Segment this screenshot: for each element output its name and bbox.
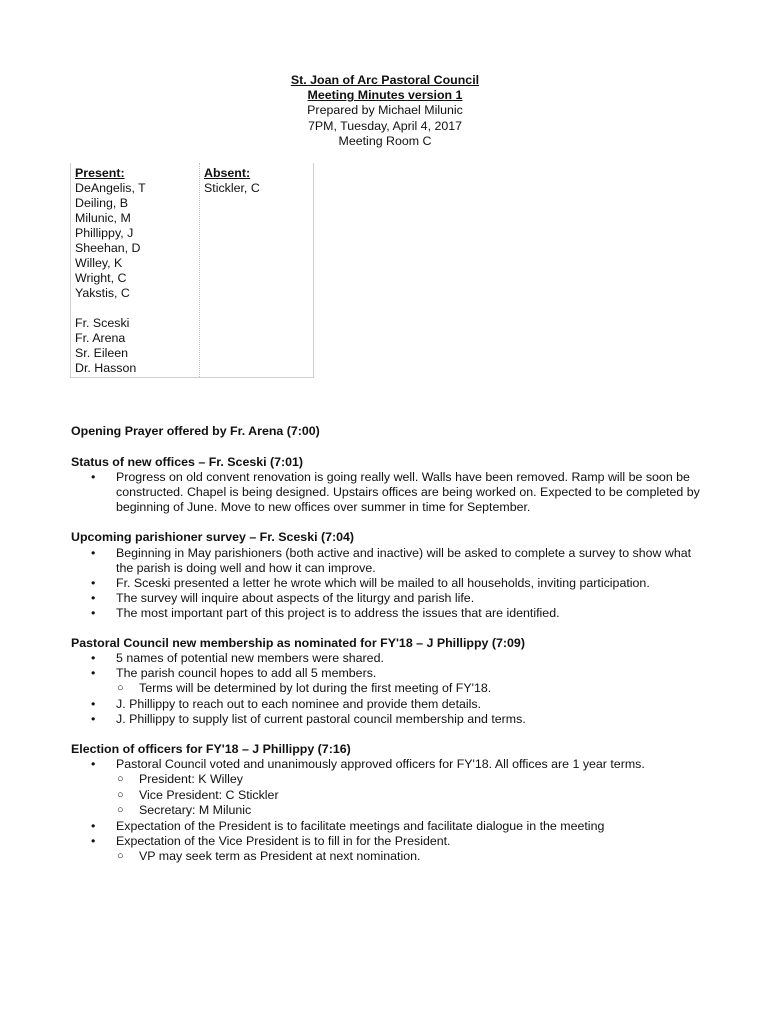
- bullet-text: The most important part of this project is to address the issues that are identified.: [116, 605, 560, 620]
- bullet-item: [71, 819, 711, 834]
- bullet-item: [71, 546, 711, 576]
- bullet-text: Pastoral Council voted and unanimously approved officers for FY'18. All offices are 1 year terms.: [116, 757, 645, 771]
- bullet-icon: •: [91, 545, 96, 560]
- bullet-item: [71, 757, 711, 772]
- bullet-list: [71, 651, 711, 727]
- bullet-list: [71, 757, 711, 864]
- bullet-item: [71, 834, 711, 849]
- sub-bullet-text: VP may seek term as President at next nomination.: [139, 848, 421, 863]
- circle-bullet-icon: ○: [117, 849, 124, 862]
- bullet-icon: •: [91, 818, 96, 833]
- sub-bullet-text: Vice President: C Stickler: [139, 787, 279, 802]
- bullet-text: Expectation of the President is to facilitate meetings and facilitate dialogue in the meeting: [116, 818, 605, 833]
- bullet-icon: •: [91, 696, 96, 711]
- sub-bullet-item: [71, 681, 711, 697]
- clergy-member: Fr. Arena: [75, 331, 126, 345]
- bullet-icon: •: [91, 470, 96, 484]
- present-member: DeAngelis, T: [75, 181, 146, 195]
- bullet-text: Expectation of the Vice President is to fill in for the President.: [116, 833, 451, 848]
- bullet-icon: •: [91, 666, 96, 680]
- bullet-text: The survey will inquire about aspects of the liturgy and parish life.: [116, 590, 475, 605]
- present-member: Milunic, M: [75, 211, 131, 225]
- section-heading: Election of officers for FY'18 – J Phillippy (7:16): [71, 741, 351, 756]
- document-header: [0, 73, 770, 149]
- absent-member: Stickler, C: [204, 181, 260, 195]
- clergy-list: [75, 316, 199, 376]
- bullet-item: [71, 697, 711, 712]
- section-heading: Upcoming parishioner survey – Fr. Sceski (7:04): [71, 530, 355, 544]
- present-member: Willey, K: [75, 256, 123, 270]
- bullet-icon: •: [91, 711, 96, 726]
- document-title: St. Joan of Arc Pastoral Council: [290, 73, 480, 87]
- sub-bullet-item: [71, 772, 711, 788]
- bullet-icon: •: [91, 651, 96, 665]
- document-subtitle: Meeting Minutes version 1: [307, 88, 463, 103]
- sub-bullet-item: [71, 788, 711, 804]
- bullet-list: [71, 470, 711, 515]
- bullet-icon: •: [91, 590, 96, 605]
- bullet-text: The parish council hopes to add all 5 members.: [116, 666, 377, 680]
- circle-bullet-icon: ○: [117, 773, 124, 785]
- bullet-item: [71, 712, 711, 727]
- bullet-item: [71, 470, 711, 515]
- absent-column: [200, 163, 314, 377]
- section-heading: Pastoral Council new membership as nominated for FY'18 – J Phillippy (7:09): [71, 635, 525, 650]
- bullet-text: J. Phillippy to reach out to each nominee and provide them details.: [116, 696, 482, 711]
- section-heading: Status of new offices – Fr. Sceski (7:01): [71, 454, 304, 469]
- bullet-text: Fr. Sceski presented a letter he wrote which will be mailed to all households, inviting participation.: [116, 575, 650, 590]
- bullet-item: [71, 606, 711, 621]
- bullet-icon: •: [91, 833, 96, 848]
- agenda-section: [71, 530, 711, 621]
- agenda-section: [71, 742, 711, 865]
- meeting-location: Meeting Room C: [338, 133, 432, 148]
- absent-heading: Absent:: [204, 166, 251, 180]
- sub-bullet-item: [71, 803, 711, 819]
- attendance-table: [70, 163, 314, 378]
- sub-bullet-text: President: K Willey: [139, 772, 243, 786]
- prepared-by: Prepared by Michael Milunic: [307, 103, 463, 118]
- circle-bullet-icon: ○: [117, 804, 124, 816]
- circle-bullet-icon: ○: [117, 682, 124, 694]
- section-heading: Opening Prayer offered by Fr. Arena (7:00): [71, 424, 320, 438]
- present-member: Phillippy, J: [75, 226, 134, 240]
- bullet-text: 5 names of potential new members were shared.: [116, 651, 384, 665]
- bullet-item: [71, 666, 711, 681]
- meeting-datetime: 7PM, Tuesday, April 4, 2017: [307, 118, 463, 133]
- clergy-member: Dr. Hasson: [75, 361, 137, 375]
- sub-bullet-text: Secretary: M Milunic: [139, 803, 252, 817]
- bullet-icon: •: [91, 757, 96, 771]
- bullet-item: [71, 591, 711, 606]
- sub-bullet-item: [71, 849, 711, 865]
- bullet-icon: •: [91, 605, 96, 620]
- present-column: [71, 163, 200, 377]
- present-member: Yakstis, C: [75, 286, 130, 300]
- agenda-section: [71, 424, 711, 440]
- bullet-item: [71, 651, 711, 666]
- present-heading: Present:: [75, 166, 125, 180]
- agenda-section: [71, 636, 711, 727]
- minutes-body: [71, 424, 711, 879]
- absent-list: [204, 181, 314, 196]
- bullet-text: Beginning in May parishioners (both active and inactive) will be asked to complete a survey to show what the parish is doing well and how it can improve.: [116, 545, 692, 575]
- bullet-icon: •: [91, 575, 96, 590]
- bullet-item: [71, 576, 711, 591]
- present-member: Deiling, B: [75, 196, 129, 210]
- bullet-list: [71, 546, 711, 621]
- agenda-section: [71, 455, 711, 516]
- clergy-member: Sr. Eileen: [75, 346, 129, 360]
- present-list: [75, 181, 199, 301]
- circle-bullet-icon: ○: [117, 788, 124, 801]
- present-member: Sheehan, D: [75, 241, 141, 255]
- sub-bullet-text: Terms will be determined by lot during the first meeting of FY'18.: [139, 681, 492, 695]
- clergy-member: Fr. Sceski: [75, 316, 130, 330]
- bullet-text: J. Phillippy to supply list of current pastoral council membership and terms.: [116, 711, 526, 726]
- present-member: Wright, C: [75, 271, 127, 285]
- bullet-text: Progress on old convent renovation is going really well. Walls have been removed. Ramp will be soon be constructed. Chapel is being designed. Upstairs offices are being worked on. Expected to be completed by beginning of June. Move to new offices over summer in time for September.: [116, 470, 700, 514]
